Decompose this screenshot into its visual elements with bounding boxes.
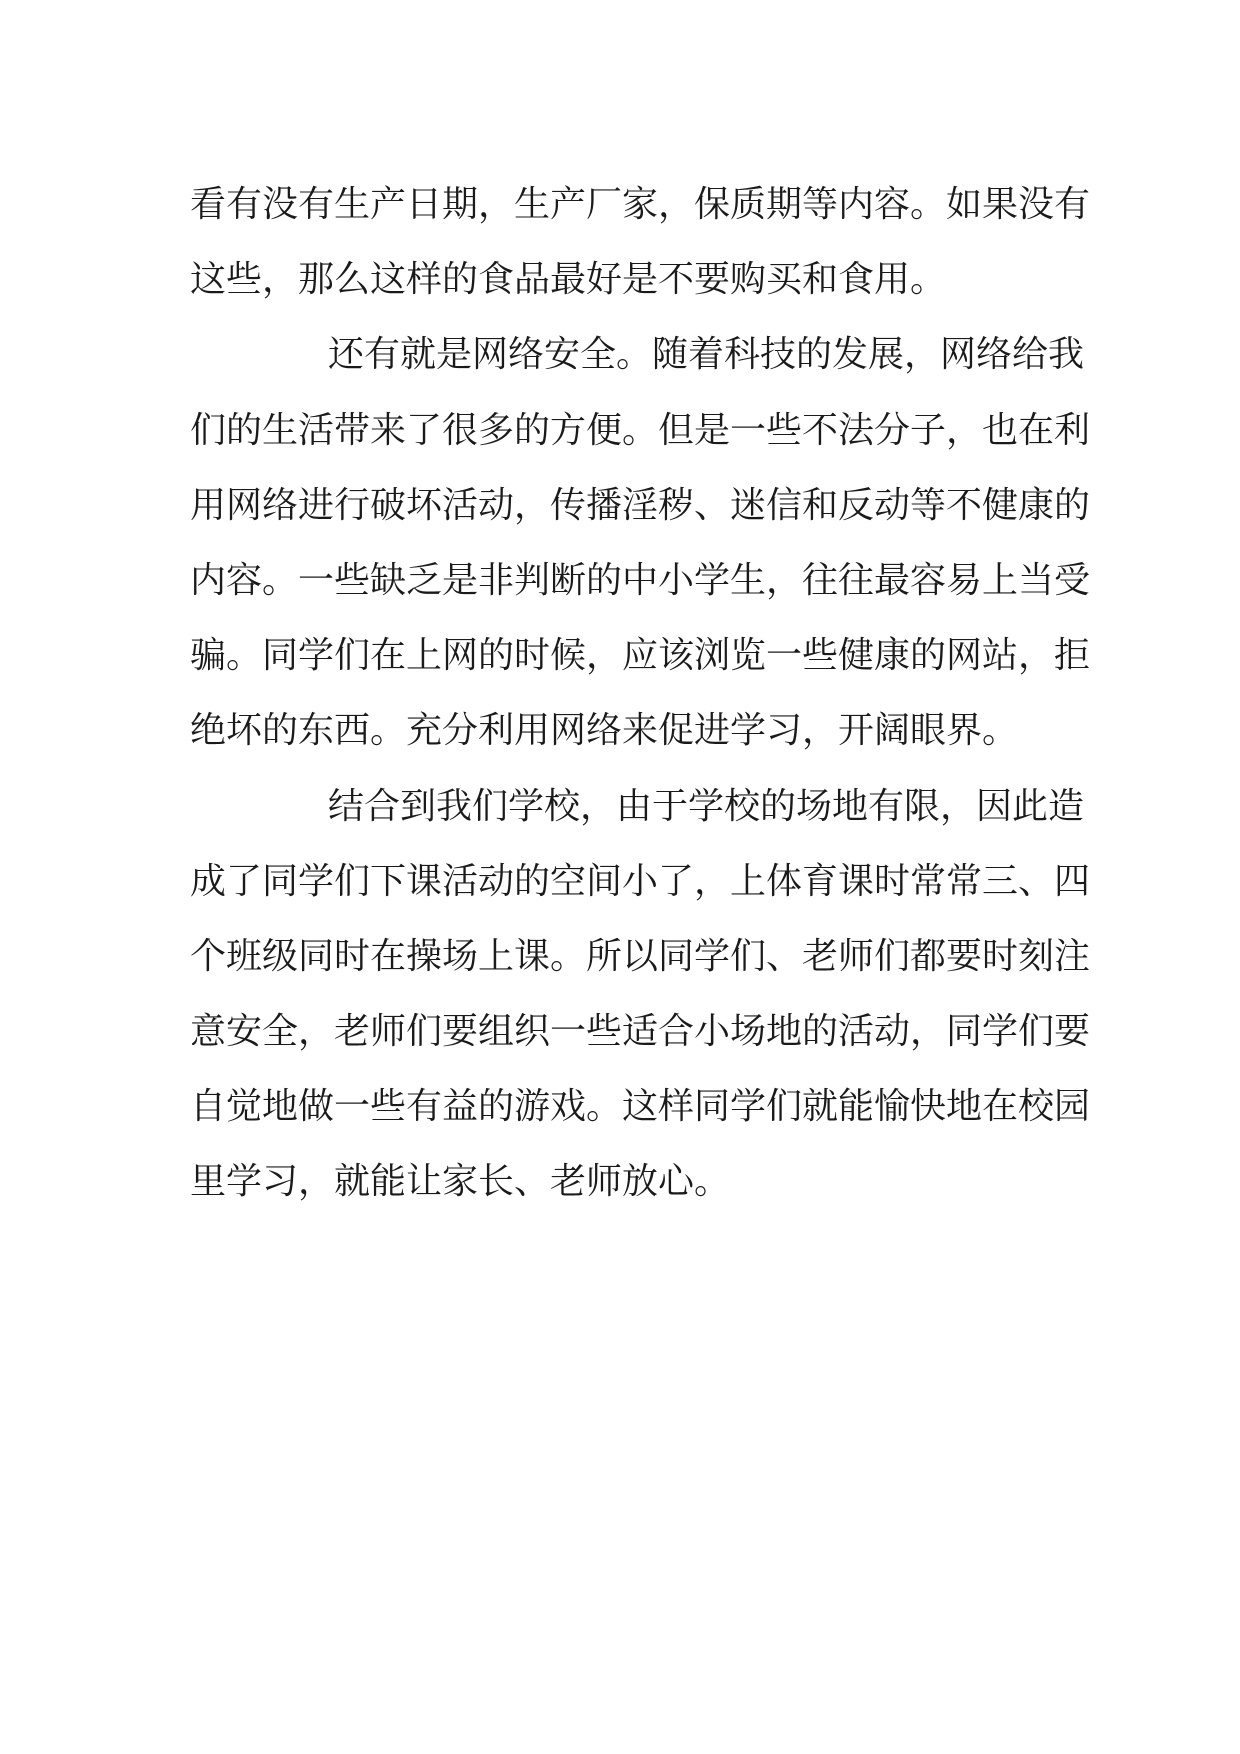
paragraph-food-safety [190, 167, 1091, 317]
text-line: 意安全，老师们要组织一些适合小场地的活动，同学们要 [190, 1011, 1091, 1053]
text-line: 还有就是网络安全。随着科技的发展，网络给我 [328, 334, 1085, 376]
text-line: 用网络进行破坏活动，传播淫秽、迷信和反动等不健康的 [190, 484, 1091, 526]
text-line: 们的生活带来了很多的方便。但是一些不法分子，也在利 [190, 409, 1091, 451]
text-line: 看有没有生产日期，生产厂家，保质期等内容。如果没有 [190, 184, 1091, 225]
text-line: 内容。一些缺乏是非判断的中小学生，往往最容易上当受 [190, 559, 1091, 601]
paragraph-network-safety [190, 317, 1091, 768]
text-line: 绝坏的东西。充分利用网络来促进学习，开阔眼界。 [190, 710, 1019, 752]
text-line: 个班级同时在操场上课。所以同学们、老师们都要时刻注 [190, 935, 1091, 977]
text-line: 自觉地做一些有益的游戏。这样同学们就能愉快地在校园 [190, 1086, 1091, 1128]
text-line: 里学习，就能让家长、老师放心。 [190, 1161, 731, 1203]
text-line: 成了同学们下课活动的空间小了，上体育课时常常三、四 [190, 860, 1091, 902]
paragraph-school-safety [190, 769, 1091, 1220]
body-text [190, 167, 1091, 1220]
text-line: 结合到我们学校，由于学校的场地有限，因此造 [328, 785, 1085, 827]
text-line: 这些，那么这样的食品最好是不要购买和食用。 [190, 259, 947, 301]
text-line: 骗。同学们在上网的时候，应该浏览一些健康的网站，拒 [190, 635, 1091, 677]
